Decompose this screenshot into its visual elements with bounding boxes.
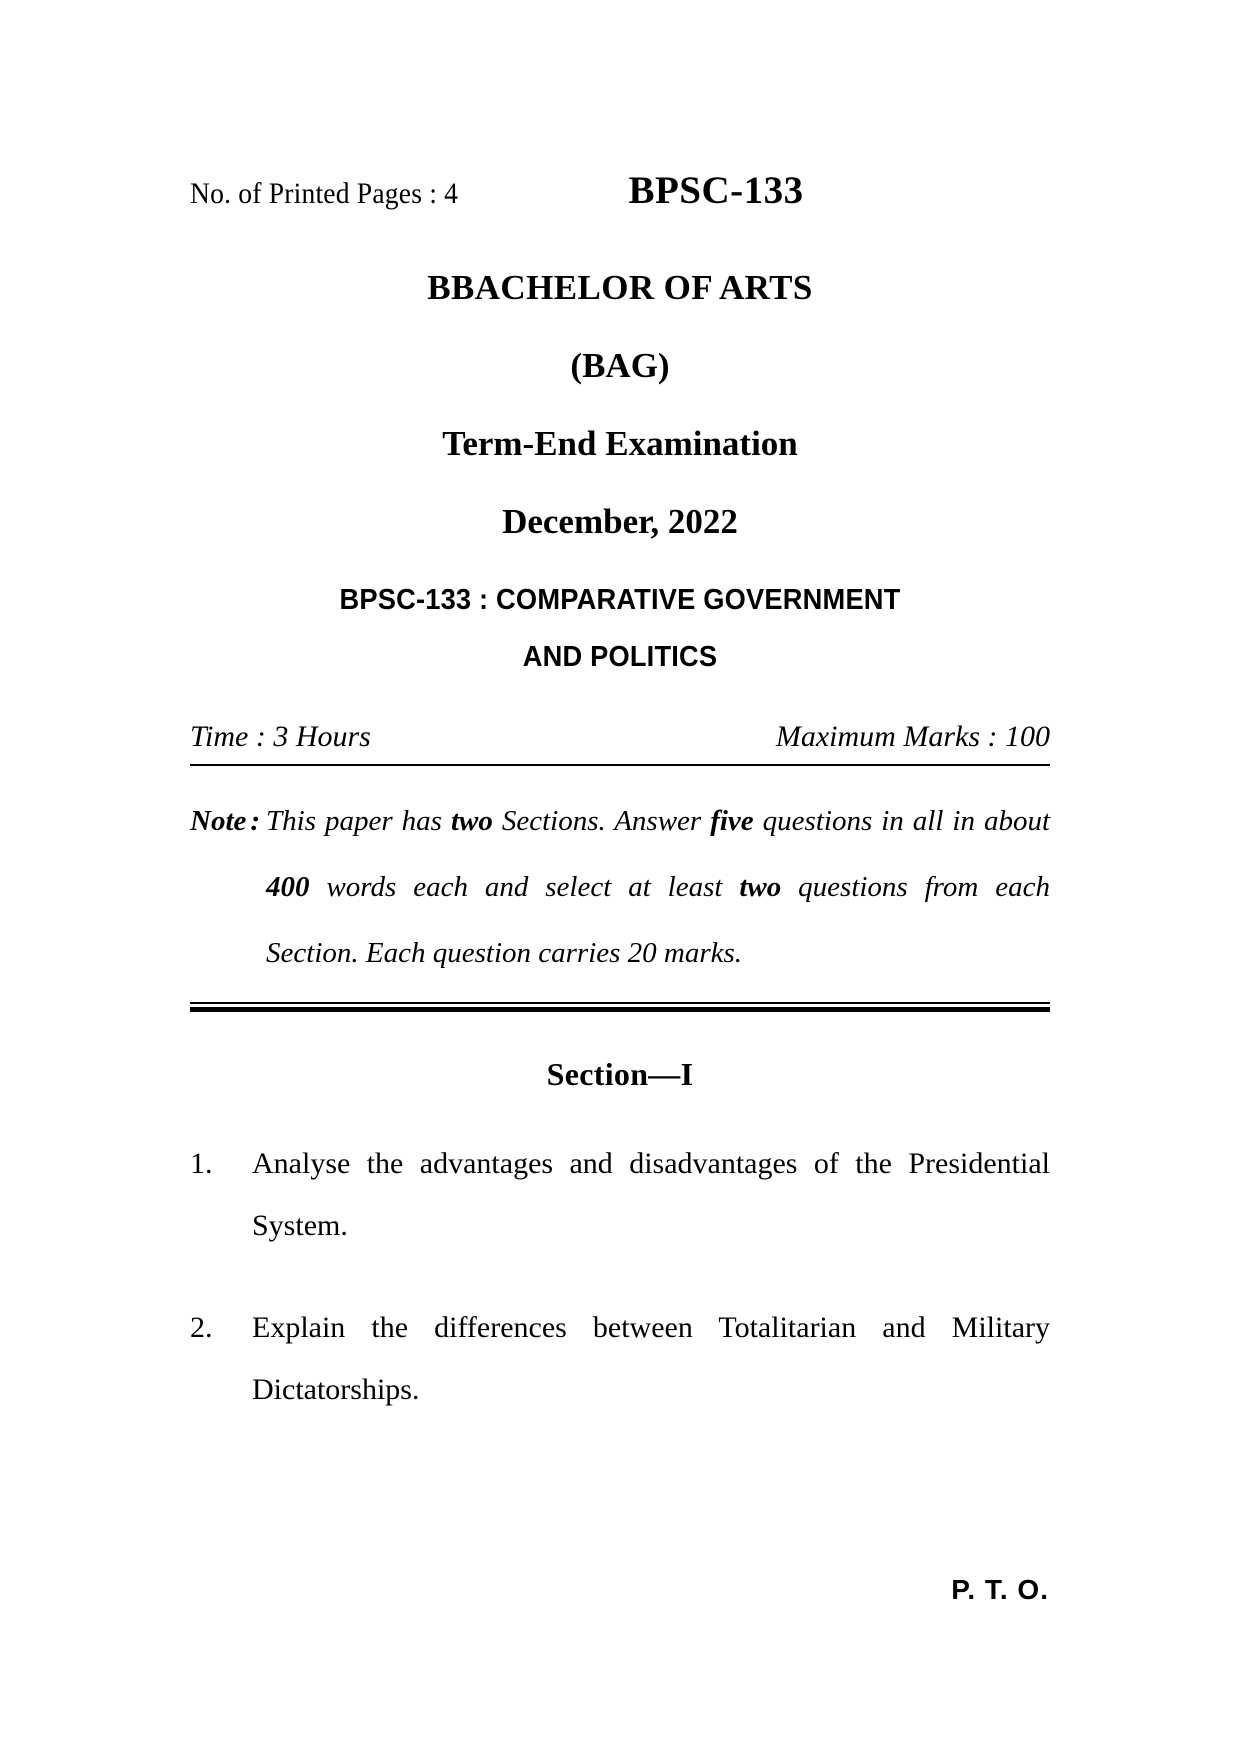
note-emphasis-word-count: 400	[266, 871, 310, 903]
note-suffix: questions from each Section. Each question carries 20 marks.	[266, 871, 1050, 969]
note-prefix: This paper has	[266, 805, 451, 837]
degree-title: BBACHELOR OF ARTS	[427, 268, 813, 307]
question-item	[190, 1133, 1050, 1257]
page-content	[190, 0, 1050, 1421]
note-colon: :	[250, 805, 261, 837]
note-mid-3: words each and select at least	[309, 871, 740, 903]
exam-date: December, 2022	[502, 502, 738, 541]
exam-info-row	[190, 720, 1050, 764]
note-block-divider	[190, 1002, 1050, 1012]
section-heading-1: Section—I	[546, 1056, 694, 1092]
exam-duration: Time : 3 Hours	[190, 720, 371, 753]
subject-title-line-2: AND POLITICS	[522, 641, 718, 673]
question-text: Analyse the advantages and disadvantages of the Presidential System.	[252, 1147, 1050, 1242]
course-code-heading: BPSC-133	[628, 169, 804, 212]
question-number: 1.	[190, 1147, 213, 1180]
degree-abbreviation: (BAG)	[570, 346, 670, 385]
question-item	[190, 1297, 1050, 1421]
subject-title-line-1: BPSC-133 : COMPARATIVE GOVERNMENT	[339, 584, 901, 616]
note-label: Note	[190, 805, 247, 837]
note-emphasis-min-per-section: two	[739, 871, 782, 903]
note-emphasis-answer-count: five	[710, 805, 754, 837]
exam-maximum-marks: Maximum Marks : 100	[775, 720, 1050, 753]
exam-type-title: Term-End Examination	[442, 424, 798, 463]
note-emphasis-sections-count: two	[450, 805, 493, 837]
question-number: 2.	[190, 1311, 213, 1344]
note-block	[190, 788, 1050, 986]
note-mid-1: Sections. Answer	[492, 805, 711, 837]
note-mid-2: questions in all in about	[753, 805, 1051, 837]
printed-pages-label: No. of Printed Pages : 4	[190, 177, 459, 210]
exam-info-divider	[190, 764, 1050, 766]
page-turn-over-label: P. T. O.	[951, 1574, 1049, 1605]
page-header	[190, 168, 1050, 220]
note-text	[266, 788, 1050, 986]
question-text: Explain the differences between Totalitarian and Military Dictatorships.	[252, 1311, 1050, 1406]
